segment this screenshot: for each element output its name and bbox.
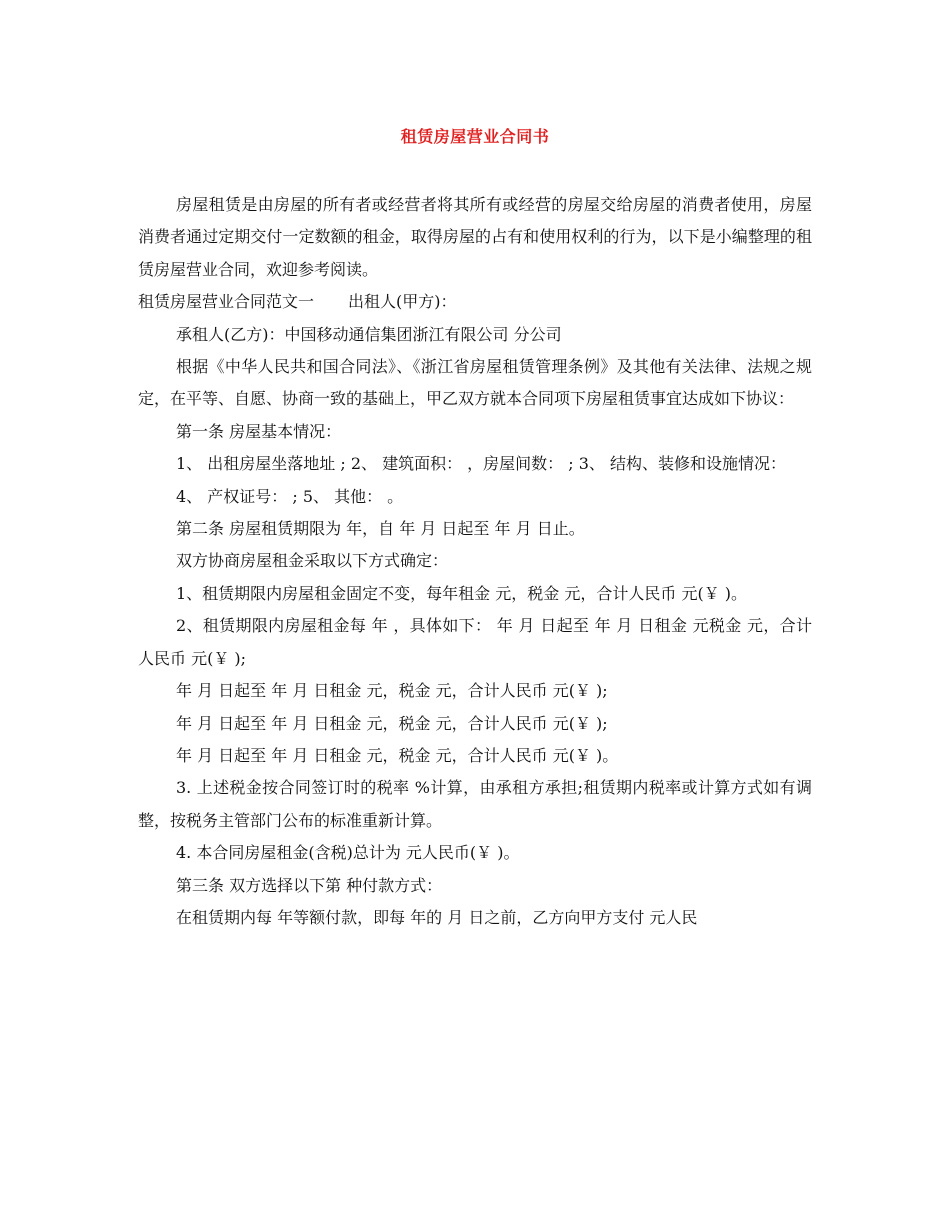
lessor-label: 出租人(甲方)： [348,292,457,312]
rent-period-line: 年 月 日起至 年 月 日租金 元，税金 元，合计人民币 元(￥ )。 [176,745,619,765]
article-3-heading: 第三条 双方选择以下第 种付款方式： [176,875,443,895]
total-rent-clause: 4. 本合同房屋租金(含税)总计为 元人民币(￥ )。 [176,843,520,863]
legal-basis-paragraph: 根据《中华人民共和国合同法》、《浙江省房屋租赁管理条例》及其他有关法律、法规之规定，在平等、自愿、协商一致的基础上，甲乙双方就本合同项下房屋租赁事宜达成如下协议： [138,357,812,409]
sample-heading: 租赁房屋营业合同范文一 [138,292,315,312]
document-body [138,189,812,934]
document-title: 租赁房屋营业合同书 [400,127,550,146]
article-1-items-a: 1、 出租房屋坐落地址 ; 2、 建筑面积： ，房屋间数： ; 3、 结构、装修和设施情况： [176,454,787,474]
rent-period-line: 年 月 日起至 年 月 日租金 元，税金 元，合计人民币 元(￥ ); [176,681,608,701]
article-2-heading: 第二条 房屋租赁期限为 年，自 年 月 日起至 年 月 日止。 [176,519,585,539]
article-1-heading: 第一条 房屋基本情况： [176,421,342,441]
intro-paragraph: 房屋租赁是由房屋的所有者或经营者将其所有或经营的房屋交给房屋的消费者使用，房屋消费者通过定期交付一定数额的租金，取得房屋的占有和使用权利的行为，以下是小编整理的租赁房屋营业合同，欢迎参考阅读。 [138,195,812,279]
payment-clause: 在租赁期内每 年等额付款，即每 年的 月 日之前，乙方向甲方支付 元人民 [176,907,698,927]
rent-option-2: 2、租赁期限内房屋租金每 年 ，具体如下： 年 月 日起至 年 月 日租金 元税金 元，合计人民币 元(￥ ); [138,616,812,668]
rent-method-line: 双方协商房屋租金采取以下方式确定： [176,551,449,571]
tax-clause: 3. 上述税金按合同签订时的税率 %计算，由承租方承担;租赁期内税率或计算方式如有调整，按税务主管部门公布的标准重新计算。 [138,778,812,830]
rent-option-1: 1、租赁期限内房屋租金固定不变，每年租金 元，税金 元，合计人民币 元(￥ )。 [176,583,748,603]
lessee-line: 承租人(乙方)：中国移动通信集团浙江有限公司 分公司 [176,324,562,344]
rent-period-line: 年 月 日起至 年 月 日租金 元，税金 元，合计人民币 元(￥ ); [176,713,608,733]
sample-heading-line [138,286,812,318]
article-1-items-b: 4、 产权证号： ; 5、 其他： 。 [176,486,404,506]
